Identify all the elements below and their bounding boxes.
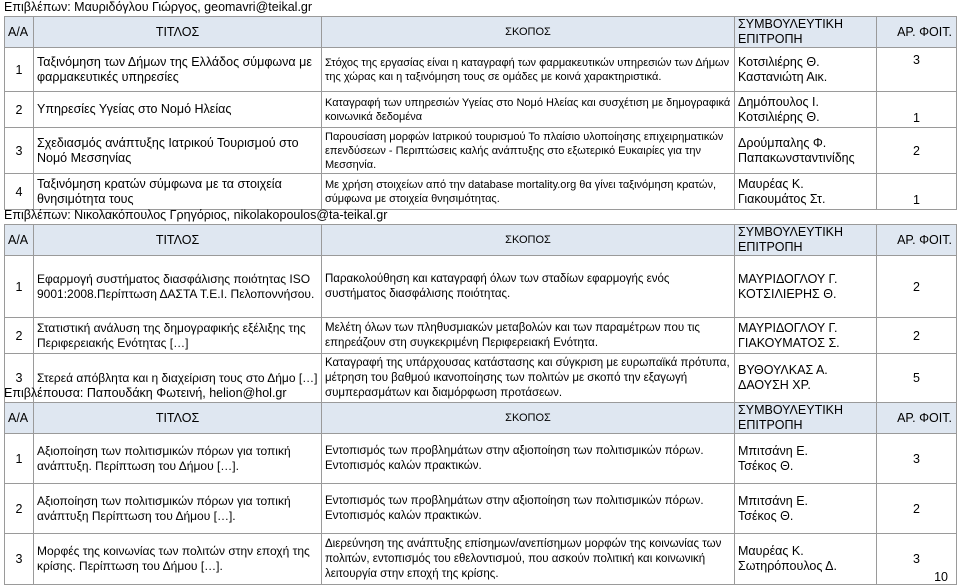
row-students: 3 <box>877 534 957 585</box>
committee-member: Κοτσιλιέρης Θ. <box>738 109 820 124</box>
row-goal: Διερεύνηση της ανάπτυξης επίσημων/ανεπίσημων μορφών της κοινωνίας των πολιτών, εντοπισμός του εθελοντισμού, που ασκούν πολιτική και κοινωνική λειτουργία στην εποχή της κρίσης. <box>322 534 735 585</box>
committee-member: Δρούμπαλης Φ. <box>738 135 827 150</box>
supervisor-line: Επιβλέπων: Μαυριδόγλου Γιώργος, geomavri@teikal.gr <box>4 0 313 14</box>
table-header <box>5 403 957 434</box>
table-row <box>5 318 957 354</box>
table-row <box>5 92 957 128</box>
committee-member: Καστανιώτη Αικ. <box>738 69 828 84</box>
committee-member: ΚΟΤΣΙΛΙΕΡΗΣ Θ. <box>738 286 837 301</box>
row-committee <box>735 256 877 318</box>
row-title: Σχεδιασμός ανάπτυξης Ιατρικού Τουρισμού στο Νομό Μεσσηνίας <box>34 128 322 174</box>
row-goal: Με χρήση στοιχείων από την database mortality.org θα γίνει ταξινόμηση κρατών, σύμφωνα με στοιχεία θνησιμότητας. <box>322 174 735 210</box>
header-goal: ΣΚΟΠΟΣ <box>322 17 735 48</box>
header-students: ΑΡ. ΦΟΙΤ. <box>877 225 957 256</box>
row-number: 3 <box>5 354 34 403</box>
table-row <box>5 434 957 484</box>
committee-member: Δημόπουλος Ι. <box>738 94 819 109</box>
row-goal: Παρουσίαση μορφών Ιατρικού τουρισμού Το πλαίσιο υλοποίησης επιχειρηματικών επενδύσεων - Περιπτώσεις καλής ανάπτυξης στο εξωτερικό Ευκαιρίες για την Μεσσηνία. <box>322 128 735 174</box>
header-students: ΑΡ. ΦΟΙΤ. <box>877 403 957 434</box>
table-row <box>5 256 957 318</box>
row-goal: Καταγραφή της υπάρχουσας κατάστασης και σύγκριση με ευρωπαϊκά πρότυπα, μέτρηση του βαθμού ικανοποίησης των πολιτών με σκοπό την εξαγωγή συμπερασμάτων και διαμόρφωση προτάσεων. <box>322 354 735 403</box>
row-goal: Εντοπισμός των προβλημάτων στην αξιοποίηση των πολιτισμικών πόρων. Εντοπισμός καλών πρακτικών. <box>322 434 735 484</box>
row-students: 1 <box>877 174 957 210</box>
row-number: 3 <box>5 534 34 585</box>
supervisor-line: Επιβλέπων: Νικολακόπουλος Γρηγόριος, nikolakopoulos@ta-teikal.gr <box>4 208 388 222</box>
table-header <box>5 225 957 256</box>
thesis-table <box>4 16 957 210</box>
committee-member: ΒΥΘΟΥΛΚΑΣ Α. <box>738 363 828 377</box>
row-committee <box>735 318 877 354</box>
row-number: 2 <box>5 484 34 534</box>
header-goal: ΣΚΟΠΟΣ <box>322 225 735 256</box>
header-aa: Α/Α <box>5 17 34 48</box>
row-title: Αξιοποίηση των πολιτισμικών πόρων για τοπική ανάπτυξη. Περίπτωση του Δήμου […]. <box>34 434 322 484</box>
row-students: 3 <box>877 48 957 92</box>
header-aa: Α/Α <box>5 403 34 434</box>
committee-member: ΜΑΥΡΙΔΟΓΛΟΥ Γ. <box>738 320 838 335</box>
row-students: 5 <box>877 354 957 403</box>
header-title: ΤΙΤΛΟΣ <box>34 403 322 434</box>
row-committee <box>735 174 877 210</box>
row-number: 4 <box>5 174 34 210</box>
committee-member: Σωτηρόπουλος Δ. <box>738 559 837 573</box>
committee-member: Παπακωνσταντινίδης <box>738 150 855 165</box>
committee-member: Γιακουμάτος Στ. <box>738 191 826 206</box>
committee-member: Μπιτσάνη Ε. <box>738 493 809 508</box>
row-number: 2 <box>5 92 34 128</box>
table-row <box>5 128 957 174</box>
row-committee <box>735 48 877 92</box>
row-title: Ταξινόμηση των Δήμων της Ελλάδος σύμφωνα με φαρμακευτικές υπηρεσίες <box>34 48 322 92</box>
row-committee <box>735 354 877 403</box>
committee-member: ΓΙΑΚΟΥΜΑΤΟΣ Σ. <box>738 335 840 350</box>
header-title: ΤΙΤΛΟΣ <box>34 17 322 48</box>
row-committee <box>735 128 877 174</box>
header-students: ΑΡ. ΦΟΙΤ. <box>877 17 957 48</box>
row-title: Υπηρεσίες Υγείας στο Νομό Ηλείας <box>34 92 322 128</box>
header-title: ΤΙΤΛΟΣ <box>34 225 322 256</box>
row-students: 2 <box>877 256 957 318</box>
row-committee <box>735 92 877 128</box>
committee-member: Μαυρέας Κ. <box>738 176 804 191</box>
row-students: 2 <box>877 128 957 174</box>
committee-member: Κοτσιλιέρης Θ. <box>738 54 820 69</box>
header-committee: ΣΥΜΒΟΥΛΕΥΤΙΚΗ ΕΠΙΤΡΟΠΗ <box>735 225 877 256</box>
table-header <box>5 17 957 48</box>
header-committee: ΣΥΜΒΟΥΛΕΥΤΙΚΗ ΕΠΙΤΡΟΠΗ <box>735 403 877 434</box>
row-committee <box>735 484 877 534</box>
row-number: 1 <box>5 434 34 484</box>
committee-member: Μαυρέας Κ. <box>738 544 804 558</box>
row-goal: Εντοπισμός των προβλημάτων στην αξιοποίηση των πολιτισμικών πόρων. Εντοπισμός καλών πρακτικών. <box>322 484 735 534</box>
table-row <box>5 534 957 585</box>
row-number: 3 <box>5 128 34 174</box>
thesis-table <box>4 224 957 403</box>
table-row <box>5 174 957 210</box>
row-title: Ταξινόμηση κρατών σύμφωνα με τα στοιχεία θνησιμότητα τους <box>34 174 322 210</box>
table-row <box>5 484 957 534</box>
row-title: Μορφές της κοινωνίας των πολιτών στην εποχή της κρίσης. Περίπτωση του Δήμου […]. <box>34 534 322 585</box>
page-number: 10 <box>934 570 948 584</box>
row-title: Στερεά απόβλητα και η διαχείριση τους στο Δήμο […] <box>34 354 322 403</box>
row-number: 2 <box>5 318 34 354</box>
row-number: 1 <box>5 256 34 318</box>
table-row <box>5 48 957 92</box>
row-goal: Παρακολούθηση και καταγραφή όλων των σταδίων εφαρμογής ενός συστήματος διασφάλισης ποιότητας. <box>322 256 735 318</box>
row-committee <box>735 534 877 585</box>
committee-member: Τσέκος Θ. <box>738 458 794 473</box>
row-goal: Μελέτη όλων των πληθυσμιακών μεταβολών και των παραμέτρων που τις επηρεάζουν στη συγκεκριμένη Περιφερειακή Ενότητα. <box>322 318 735 354</box>
supervisor-line: Επιβλέπουσα: Παπουδάκη Φωτεινή, helion@hol.gr <box>4 386 287 400</box>
committee-member: Μπιτσάνη Ε. <box>738 443 809 458</box>
row-students: 2 <box>877 484 957 534</box>
row-number: 1 <box>5 48 34 92</box>
row-goal: Στόχος της εργασίας είναι η καταγραφή των φαρμακευτικών υπηρεσιών των Δήμων της χώρας και η ταξινόμηση τους σε ομάδες με κοινά χαρακτηριστικά. <box>322 48 735 92</box>
committee-member: ΔΑΟΥΣΗ ΧΡ. <box>738 378 811 392</box>
row-committee <box>735 434 877 484</box>
row-students: 1 <box>877 92 957 128</box>
committee-member: Τσέκος Θ. <box>738 508 794 523</box>
row-title: Αξιοποίηση των πολιτισμικών πόρων για τοπική ανάπτυξη Περίπτωση του Δήμου […]. <box>34 484 322 534</box>
row-students: 3 <box>877 434 957 484</box>
row-students: 2 <box>877 318 957 354</box>
committee-member: ΜΑΥΡΙΔΟΓΛΟΥ Γ. <box>738 271 838 286</box>
header-aa: Α/Α <box>5 225 34 256</box>
header-committee: ΣΥΜΒΟΥΛΕΥΤΙΚΗ ΕΠΙΤΡΟΠΗ <box>735 17 877 48</box>
row-title: Εφαρμογή συστήματος διασφάλισης ποιότητας ISO 9001:2008.Περίπτωση ΔΑΣΤΑ Τ.Ε.Ι. Πελοποννήσου. <box>34 256 322 318</box>
header-goal: ΣΚΟΠΟΣ <box>322 403 735 434</box>
thesis-table <box>4 402 957 585</box>
row-title: Στατιστική ανάλυση της δημογραφικής εξέλιξης της Περιφερειακής Ενότητας […] <box>34 318 322 354</box>
row-goal: Καταγραφή των υπηρεσιών Υγείας στο Νομό Ηλείας και συσχέτιση με δημογραφικά κοινωνικά δεδομένα <box>322 92 735 128</box>
